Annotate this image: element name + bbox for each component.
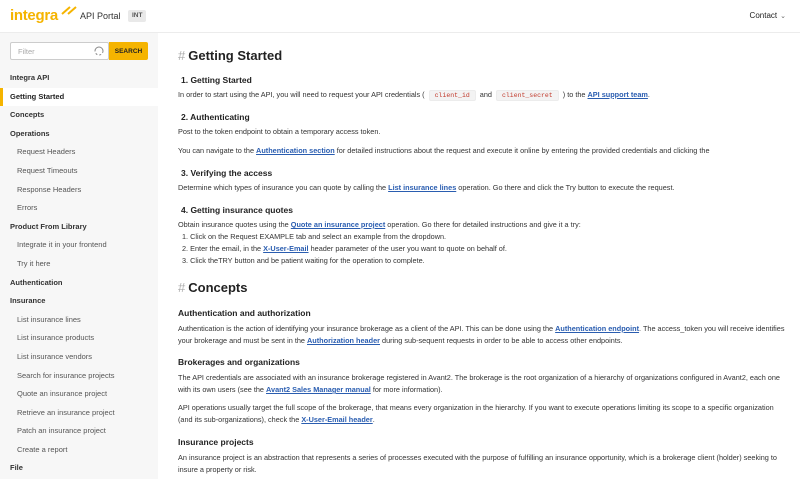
list-item: 3. Click theTRY button and be patient waiting for the operation to complete. — [182, 256, 425, 265]
heading-anchor-hash[interactable]: # — [178, 280, 186, 295]
sidebar-item-list-insurance-vendors[interactable]: List insurance vendors — [17, 351, 93, 361]
section-3-paragraph — [178, 182, 786, 194]
sidebar-item-list-insurance-lines[interactable]: List insurance lines — [17, 314, 81, 324]
chevron-down-icon: ⌄ — [780, 13, 786, 20]
list-item: 1. Click on the Request EXAMPLE tab and select an example from the dropdown. — [182, 232, 447, 241]
li2-text-a: 2. Enter the email, in the — [182, 244, 262, 253]
client-secret-code: client_secret — [496, 90, 559, 101]
getting-started-heading — [178, 48, 786, 66]
search-button[interactable]: SEARCH — [109, 42, 148, 60]
brokerages-paragraph-2 — [178, 402, 786, 426]
b2-text-a: API operations usually target the full scope of the brokerage, that means every organization in the hierarchy. If you want to execute operations limiting its scope to a specific organization (and its sub-organizations), check the — [178, 403, 774, 424]
a-text-b: . The access_token you will receive identifies your brokerage and must be sent in the — [178, 324, 785, 345]
x-user-email-header-link[interactable]: X-User-Email header — [301, 415, 373, 424]
logo-text: integra — [10, 7, 58, 24]
portal-title: API Portal — [80, 11, 121, 21]
insurance-projects-paragraph: An insurance project is an abstraction that represents a series of processes executed with the purpose of fulfilling an insurance opportunity, which is a brokerage client (holder) seeking to insure a property or risk. — [178, 453, 777, 474]
section-1-title: 1. Getting Started — [181, 75, 252, 85]
s4-text-a: Obtain insurance quotes using the — [178, 220, 289, 229]
x-user-email-link[interactable]: X-User-Email — [263, 244, 309, 253]
sidebar-item-search-insurance-projects[interactable]: Search for insurance projects — [17, 370, 115, 380]
section-3-title: 3. Verifying the access — [181, 168, 273, 178]
top-bar — [0, 0, 800, 33]
insurance-projects-title: Insurance projects — [178, 437, 254, 447]
sidebar-item-getting-started[interactable]: Getting Started — [0, 88, 158, 107]
sidebar — [0, 33, 158, 479]
sidebar-item-try-it-here[interactable]: Try it here — [17, 258, 51, 268]
sidebar-item-response-headers[interactable]: Response Headers — [17, 184, 82, 194]
s4-text-b: operation. Go there for detailed instructions and give it a try: — [387, 220, 581, 229]
sidebar-item-integrate-frontend[interactable]: Integrate it in your frontend — [17, 240, 107, 250]
filter-row — [10, 42, 148, 60]
section-4-title: 4. Getting insurance quotes — [181, 205, 293, 215]
list-item — [178, 243, 786, 255]
s3-text-b: operation. Go there and click the Try button to execute the request. — [458, 183, 675, 192]
sidebar-item-file[interactable]: File — [10, 463, 23, 473]
logo-mark-icon — [60, 5, 82, 15]
heading-anchor-hash[interactable]: # — [178, 48, 186, 63]
concepts-heading — [178, 280, 786, 298]
b1-text-a: The API credentials are associated with an insurance brokerage registered in Avant2. The brokerage is the root organization of a hierarchy of organizations configured in Avant2, each one with its own users (see the — [178, 373, 780, 394]
s3-text-a: Determine which types of insurance you can quote by calling the — [178, 183, 387, 192]
main-content — [158, 33, 800, 479]
sidebar-item-create-report[interactable]: Create a report — [17, 444, 68, 454]
sidebar-item-request-timeouts[interactable]: Request Timeouts — [17, 165, 78, 175]
section-4-paragraph — [178, 219, 786, 231]
sidebar-item-request-headers[interactable]: Request Headers — [17, 147, 76, 157]
sidebar-item-list-insurance-products[interactable]: List insurance products — [17, 333, 95, 343]
s1-text-c: . — [647, 90, 650, 99]
authentication-section-link[interactable]: Authentication section — [256, 146, 335, 155]
s2-text-a: You can navigate to the — [178, 146, 255, 155]
sidebar-item-retrieve-insurance-project[interactable]: Retrieve an insurance project — [17, 407, 115, 417]
clear-filter-icon[interactable] — [94, 46, 104, 56]
a-text-a: Authentication is the action of identifying your insurance brokerage as a client of the API. This can be done using the — [178, 324, 554, 333]
brokerages-paragraph-1 — [178, 372, 786, 396]
s1-and: and — [479, 90, 492, 99]
contact-menu[interactable] — [750, 11, 786, 20]
b2-text-b: . — [372, 415, 375, 424]
sidebar-item-concepts[interactable]: Concepts — [10, 110, 45, 120]
client-id-code: client_id — [429, 90, 476, 101]
sidebar-item-insurance[interactable]: Insurance — [10, 296, 46, 306]
sidebar-item-integra-api[interactable]: Integra API — [10, 73, 50, 82]
auth-concept-paragraph — [178, 323, 786, 347]
s2-text-b: for detailed instructions about the request and execute it online by entering the provided credentials and clicking the — [336, 146, 710, 155]
integra-logo[interactable] — [10, 7, 58, 25]
quote-insurance-project-link[interactable]: Quote an insurance project — [290, 220, 386, 229]
sidebar-item-operations[interactable]: Operations — [10, 128, 50, 138]
b1-text-b: for more information). — [372, 385, 443, 394]
s1-text-a: In order to start using the API, you will need to request your API credentials ( — [178, 90, 425, 99]
concepts-title: Concepts — [188, 280, 248, 295]
brokerages-title: Brokerages and organizations — [178, 357, 300, 367]
api-support-team-link[interactable]: API support team — [587, 90, 648, 99]
sidebar-item-product-from-library[interactable]: Product From Library — [10, 221, 87, 231]
section-2-paragraph-1: Post to the token endpoint to obtain a temporary access token. — [178, 127, 381, 136]
section-2-title: 2. Authenticating — [181, 112, 250, 122]
auth-concept-title: Authentication and authorization — [178, 308, 311, 318]
section-2-paragraph-2 — [178, 145, 786, 157]
environment-badge: INT — [128, 10, 146, 22]
sidebar-item-patch-insurance-project[interactable]: Patch an insurance project — [17, 426, 106, 436]
getting-started-title: Getting Started — [188, 48, 283, 63]
s1-text-b: ) to the — [562, 90, 586, 99]
sales-manager-manual-link[interactable]: Avant2 Sales Manager manual — [266, 385, 371, 394]
authentication-endpoint-link[interactable]: Authentication endpoint — [555, 324, 640, 333]
authorization-header-link[interactable]: Authorization header — [307, 336, 380, 345]
a-text-c: during sub-sequent requests in order to be able to access other endpoints. — [382, 336, 623, 345]
li2-text-b: header parameter of the user you want to quote on behalf of. — [310, 244, 507, 253]
section-1-paragraph — [178, 89, 786, 101]
list-insurance-lines-link[interactable]: List insurance lines — [388, 183, 457, 192]
contact-label: Contact — [749, 11, 778, 20]
sidebar-item-errors[interactable]: Errors — [17, 203, 38, 213]
sidebar-item-quote-insurance-project[interactable]: Quote an insurance project — [17, 389, 108, 399]
sidebar-item-authentication[interactable]: Authentication — [10, 277, 63, 287]
sidebar-nav — [0, 69, 158, 478]
